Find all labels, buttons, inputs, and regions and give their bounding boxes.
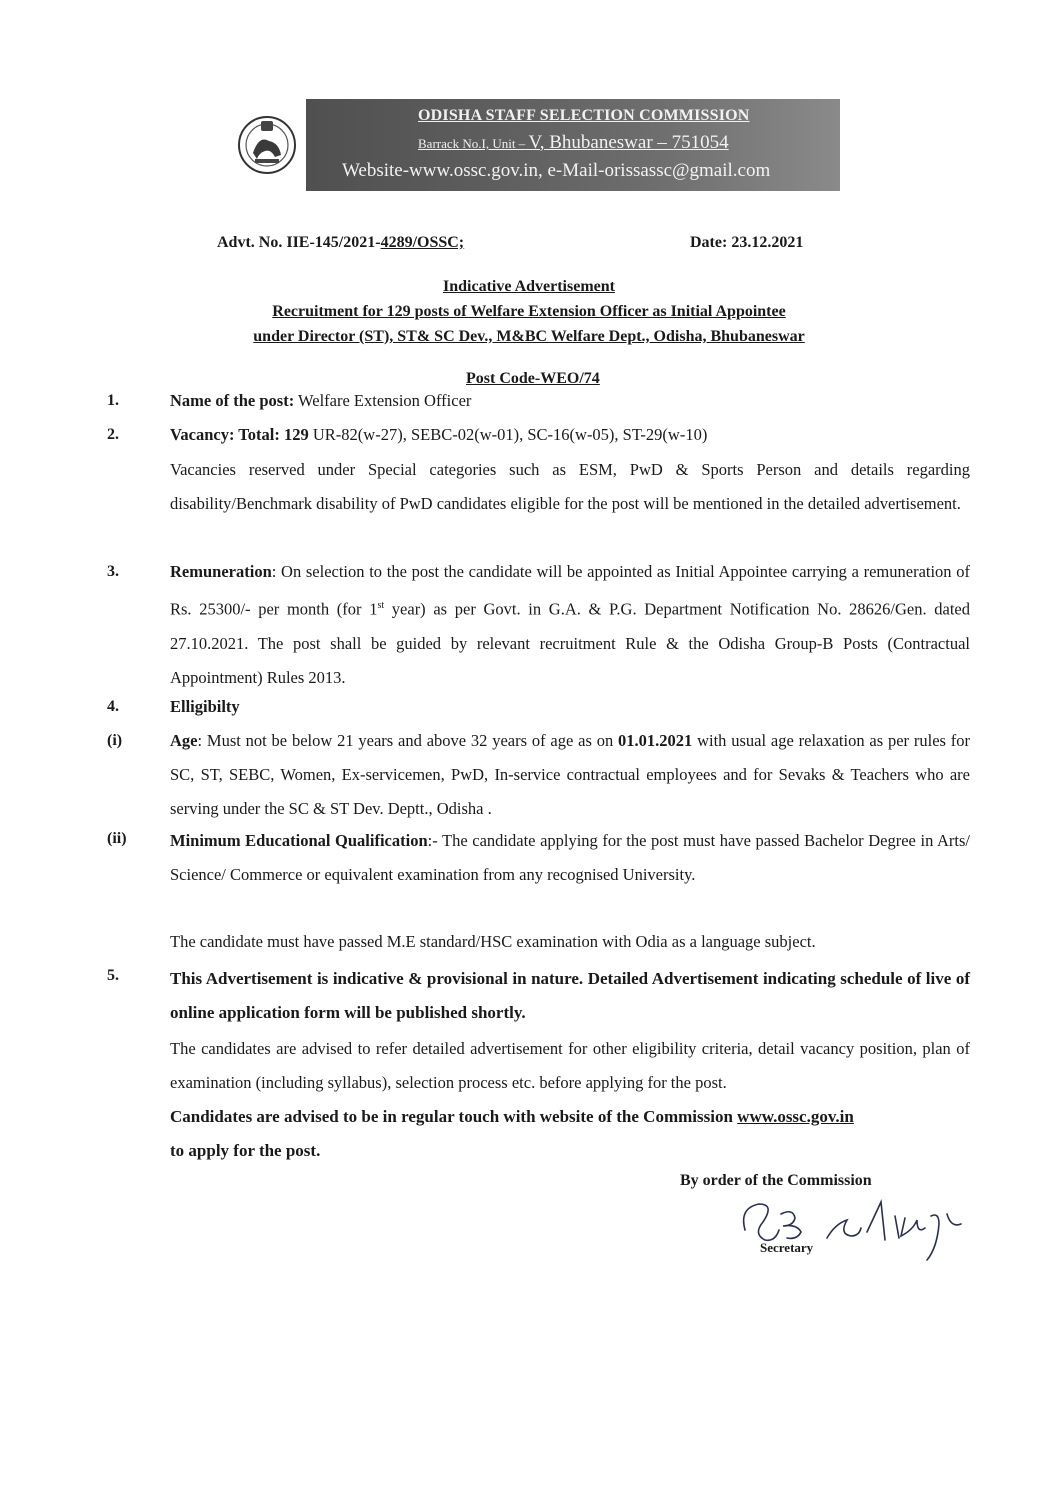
advice-text: The candidates are advised to refer detailed advertisement for other eligibility criteria, detail vacancy position, plan of examination (including syllabus), selection process etc. before applying for the post. (170, 1039, 970, 1092)
item-number: 1. (107, 392, 119, 409)
post-name: Name of the post: Welfare Extension Officer (170, 391, 472, 410)
vacancy-total: Vacancy: Total: 129 UR-82(w-27), SEBC-02(w-01), SC-16(w-05), ST-29(w-10) (170, 425, 708, 444)
qualification-text: Minimum Educational Qualification:- The candidate applying for the post must have passed Bachelor Degree in Arts/ Science/ Commerce or equivalent examination from any recognised University. (170, 831, 970, 884)
signatory-designation: Secretary (760, 1240, 814, 1255)
website-notice: Candidates are advised to be in regular touch with website of the Commission www.ossc.gov.in to apply for the post. (170, 1107, 854, 1160)
order-line: By order of the Commission (680, 1172, 872, 1189)
item-number: 5. (107, 967, 119, 984)
vacancy-detail: Vacancies reserved under Special categories such as ESM, PwD & Sports Person and details regarding disability/Benchmark disability of PwD candidates eligible for the post will be mentioned in the detailed advertisement. (170, 460, 970, 513)
post-code: Post Code-WEO/74 (466, 370, 600, 387)
title-indicative: Indicative Advertisement (443, 278, 615, 295)
advt-number: Advt. No. IIE-145/2021-4289/OSSC; (217, 234, 465, 251)
handwritten-signature (735, 1190, 985, 1270)
title-recruitment: Recruitment for 129 posts of Welfare Extension Officer as Initial Appointee (272, 303, 786, 320)
org-name: ODISHA STAFF SELECTION COMMISSION (418, 107, 750, 124)
odia-language-note: The candidate must have passed M.E standard/HSC examination with Odia as a language subject. (170, 932, 816, 951)
org-contact: Website-www.ossc.gov.in, e-Mail-orissassc@gmail.com (342, 160, 771, 181)
age-criteria: Age: Must not be below 21 years and above 32 years of age as on 01.01.2021 with usual age relaxation as per rules for SC, ST, SEBC, Women, Ex-servicemen, PwD, In-service contractual employees and for Sevaks & Teachers who are serving under the SC & ST Dev. Deptt., Odisha . (170, 731, 970, 818)
item-number: (ii) (107, 830, 127, 847)
item-number: (i) (107, 732, 123, 749)
item-number: 2. (107, 426, 119, 443)
title-department: under Director (ST), ST& SC Dev., M&BC Welfare Dept., Odisha, Bhubaneswar (253, 328, 805, 345)
eligibility-heading: Elligibilty (170, 697, 240, 716)
org-address: Barrack No.I, Unit – V, Bhubaneswar – 751054 (418, 132, 729, 153)
provisional-notice: This Advertisement is indicative & provisional in nature. Detailed Advertisement indicating schedule of live of online application form will be published shortly. (170, 969, 970, 1022)
item-number: 4. (107, 698, 119, 715)
website-link[interactable]: www.ossc.gov.in (737, 1107, 854, 1126)
item-number: 3. (107, 563, 119, 580)
remuneration-text: Remuneration: On selection to the post the candidate will be appointed as Initial Appointee carrying a remuneration of Rs. 25300/- per month (for 1st year) as per Govt. in G.A. & P.G. Department Notification No. 28626/Gen. dated 27.10.2021. The post shall be guided by relevant recruitment Rule & the Odisha Group-B Posts (Contractual Appointment) Rules 2013. (170, 562, 970, 687)
advt-date: Date: 23.12.2021 (690, 234, 804, 251)
odisha-state-emblem-icon (228, 99, 306, 191)
